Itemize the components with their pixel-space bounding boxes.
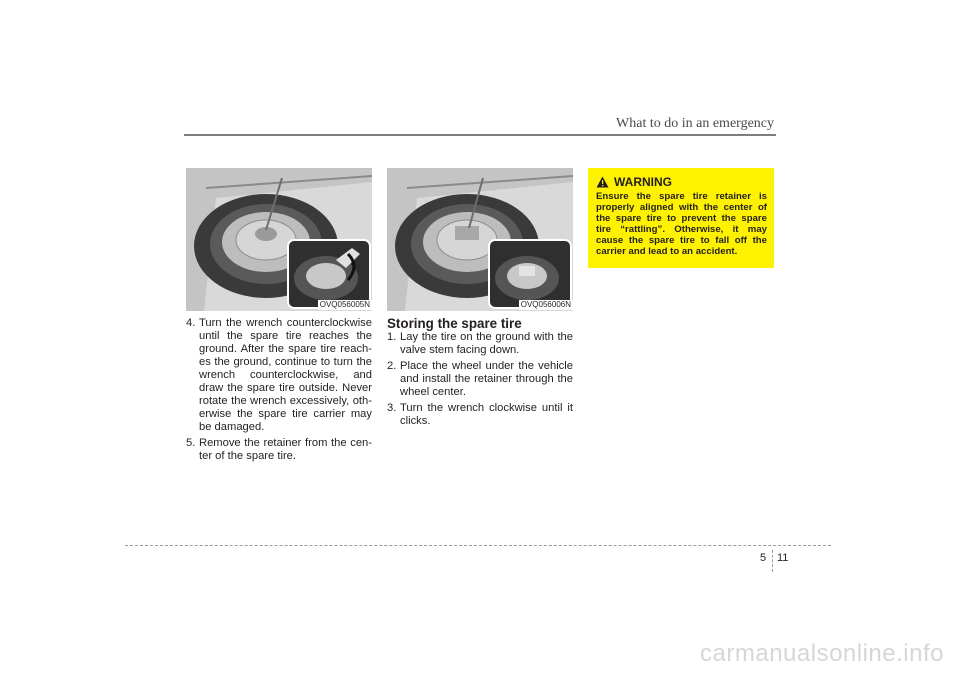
footer-rule	[125, 545, 831, 546]
step-item	[387, 360, 573, 399]
header-rule	[184, 134, 776, 136]
page-number: 11	[777, 552, 789, 564]
step-item	[186, 437, 372, 463]
step-number: 5.	[186, 437, 196, 449]
step-list	[387, 331, 573, 428]
step-text: Turn the wrench counterclockwise until the spare tire reaches the ground. After the spare tire reach- es the ground, continue to turn the wrench counterclockwise, and draw the spare tire outside. Never rotate the wrench excessively, oth- erwise the spare tire carrier may be damaged.	[199, 317, 372, 433]
figure-caption: OVQ056005N	[319, 300, 370, 309]
step-number: 1.	[387, 331, 397, 343]
section-title: What to do in an emergency	[616, 116, 774, 131]
middle-column	[387, 317, 573, 431]
step-item	[186, 317, 372, 434]
step-list	[186, 317, 372, 463]
chapter-number: 5	[760, 552, 767, 564]
figure-spare-tire-removal	[186, 168, 372, 311]
watermark: carmanualsonline.info	[700, 640, 944, 667]
step-text: Place the wheel under the vehicle and install the retainer through the wheel center.	[400, 360, 573, 398]
section-heading: Storing the spare tire	[387, 316, 522, 331]
step-item	[387, 331, 573, 357]
warning-title: WARNING	[614, 175, 672, 189]
step-number: 4.	[186, 317, 196, 329]
page-number-divider	[772, 550, 773, 572]
step-item	[387, 402, 573, 428]
warning-box	[588, 168, 774, 268]
step-text: Remove the retainer from the cen- ter of the spare tire.	[199, 437, 372, 462]
step-number: 2.	[387, 360, 397, 372]
step-number: 3.	[387, 402, 397, 414]
warning-header	[596, 175, 767, 189]
step-text: Turn the wrench clockwise until it clicks.	[400, 402, 573, 427]
figure-spare-tire-storage	[387, 168, 573, 311]
spare-tire-illustration	[186, 168, 372, 311]
left-column	[186, 317, 372, 466]
figure-caption: OVQ056006N	[520, 300, 571, 309]
warning-triangle-icon	[596, 176, 609, 188]
spare-tire-illustration	[387, 168, 573, 311]
warning-text: Ensure the spare tire retainer is properly aligned with the center of the spare tire to prevent the spare tire “rattling”. Otherwise, it may cause the spare tire to fall off the carrier and lead to an accident.	[596, 191, 767, 257]
step-text: Lay the tire on the ground with the valve stem facing down.	[400, 331, 573, 356]
